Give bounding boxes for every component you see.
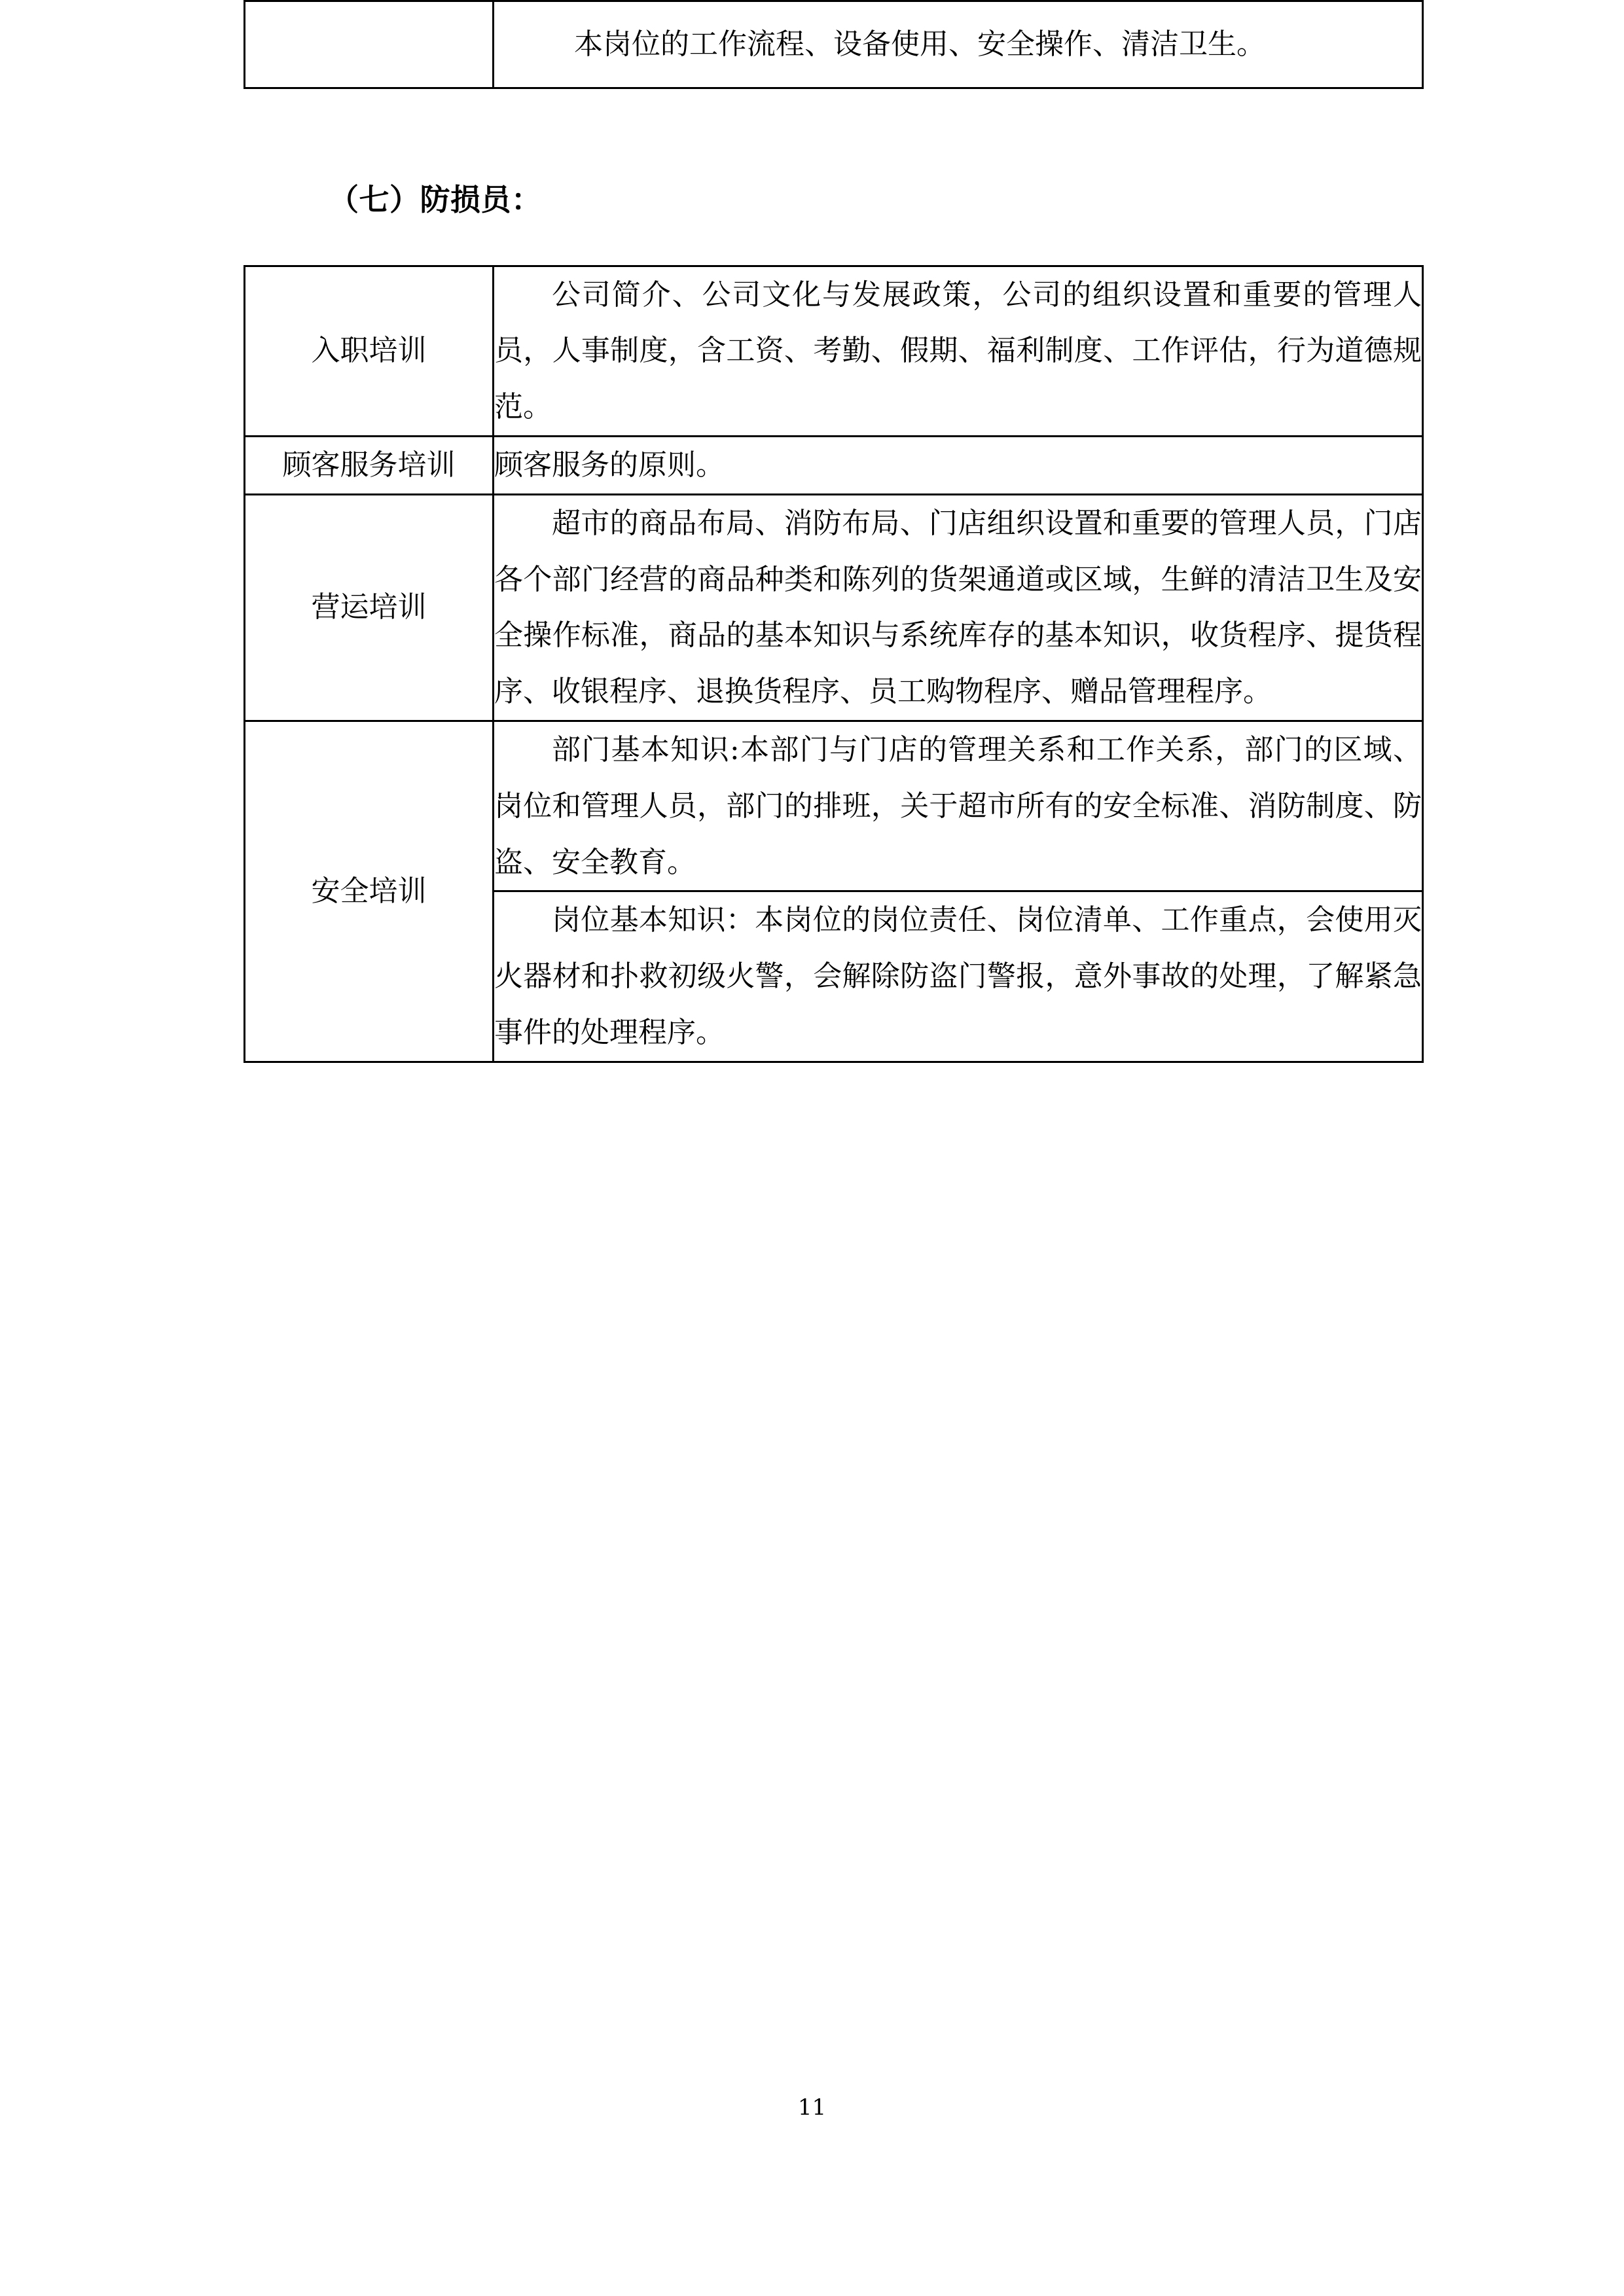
table-cell-label: 营运培训 <box>245 494 494 721</box>
table-cell-label: 入职培训 <box>245 266 494 436</box>
spacer <box>244 227 1422 265</box>
table-cell-label: 安全培训 <box>245 721 494 1062</box>
page-content <box>244 0 1422 1063</box>
cell-paragraph: 本岗位的工作流程、设备使用、安全操作、清洁卫生。 <box>574 27 1265 61</box>
continuation-table <box>244 0 1424 89</box>
training-table <box>244 265 1424 1063</box>
page-number: 11 <box>797 2094 827 2121</box>
spacer <box>244 89 1422 173</box>
table-cell-body <box>494 891 1423 1062</box>
cell-paragraph: 公司简介、公司文化与发展政策，公司的组织设置和重要的管理人员，人事制度，含工资、考勤、假期、福利制度、工作评估，行为道德规范。 <box>494 278 1422 424</box>
cell-paragraph: 岗位基本知识：本岗位的岗位责任、岗位清单、工作重点，会使用灭火器材和扑救初级火警，会解除防盗门警报，意外事故的处理，了解紧急事件的处理程序。 <box>494 903 1422 1049</box>
cell-paragraph: 部门基本知识:本部门与门店的管理关系和工作关系，部门的区域、岗位和管理人员，部门的排班，关于超市所有的安全标准、消防制度、防盗、安全教育。 <box>494 732 1422 879</box>
table-cell-body <box>494 266 1423 436</box>
table-row <box>245 721 1423 891</box>
table-cell-label <box>245 1 494 88</box>
table-row <box>245 266 1423 436</box>
table-row <box>245 494 1423 721</box>
table-cell-body <box>494 436 1423 494</box>
table-cell-body <box>494 494 1423 721</box>
cell-paragraph: 超市的商品布局、消防布局、门店组织设置和重要的管理人员，门店各个部门经营的商品种类和陈列的货架通道或区域，生鲜的清洁卫生及安全操作标准，商品的基本知识与系统库存的基本知识，收货程序、提货程序、收银程序、退换货程序、员工购物程序、赠品管理程序。 <box>494 506 1422 709</box>
table-cell-body <box>494 721 1423 891</box>
cell-paragraph: 顾客服务的原则。 <box>494 448 725 482</box>
table-cell-body <box>494 1 1423 88</box>
table-row <box>245 1 1423 88</box>
table-cell-label: 顾客服务培训 <box>245 436 494 494</box>
table-row <box>245 436 1423 494</box>
section-heading: （七）防损员： <box>329 181 542 217</box>
